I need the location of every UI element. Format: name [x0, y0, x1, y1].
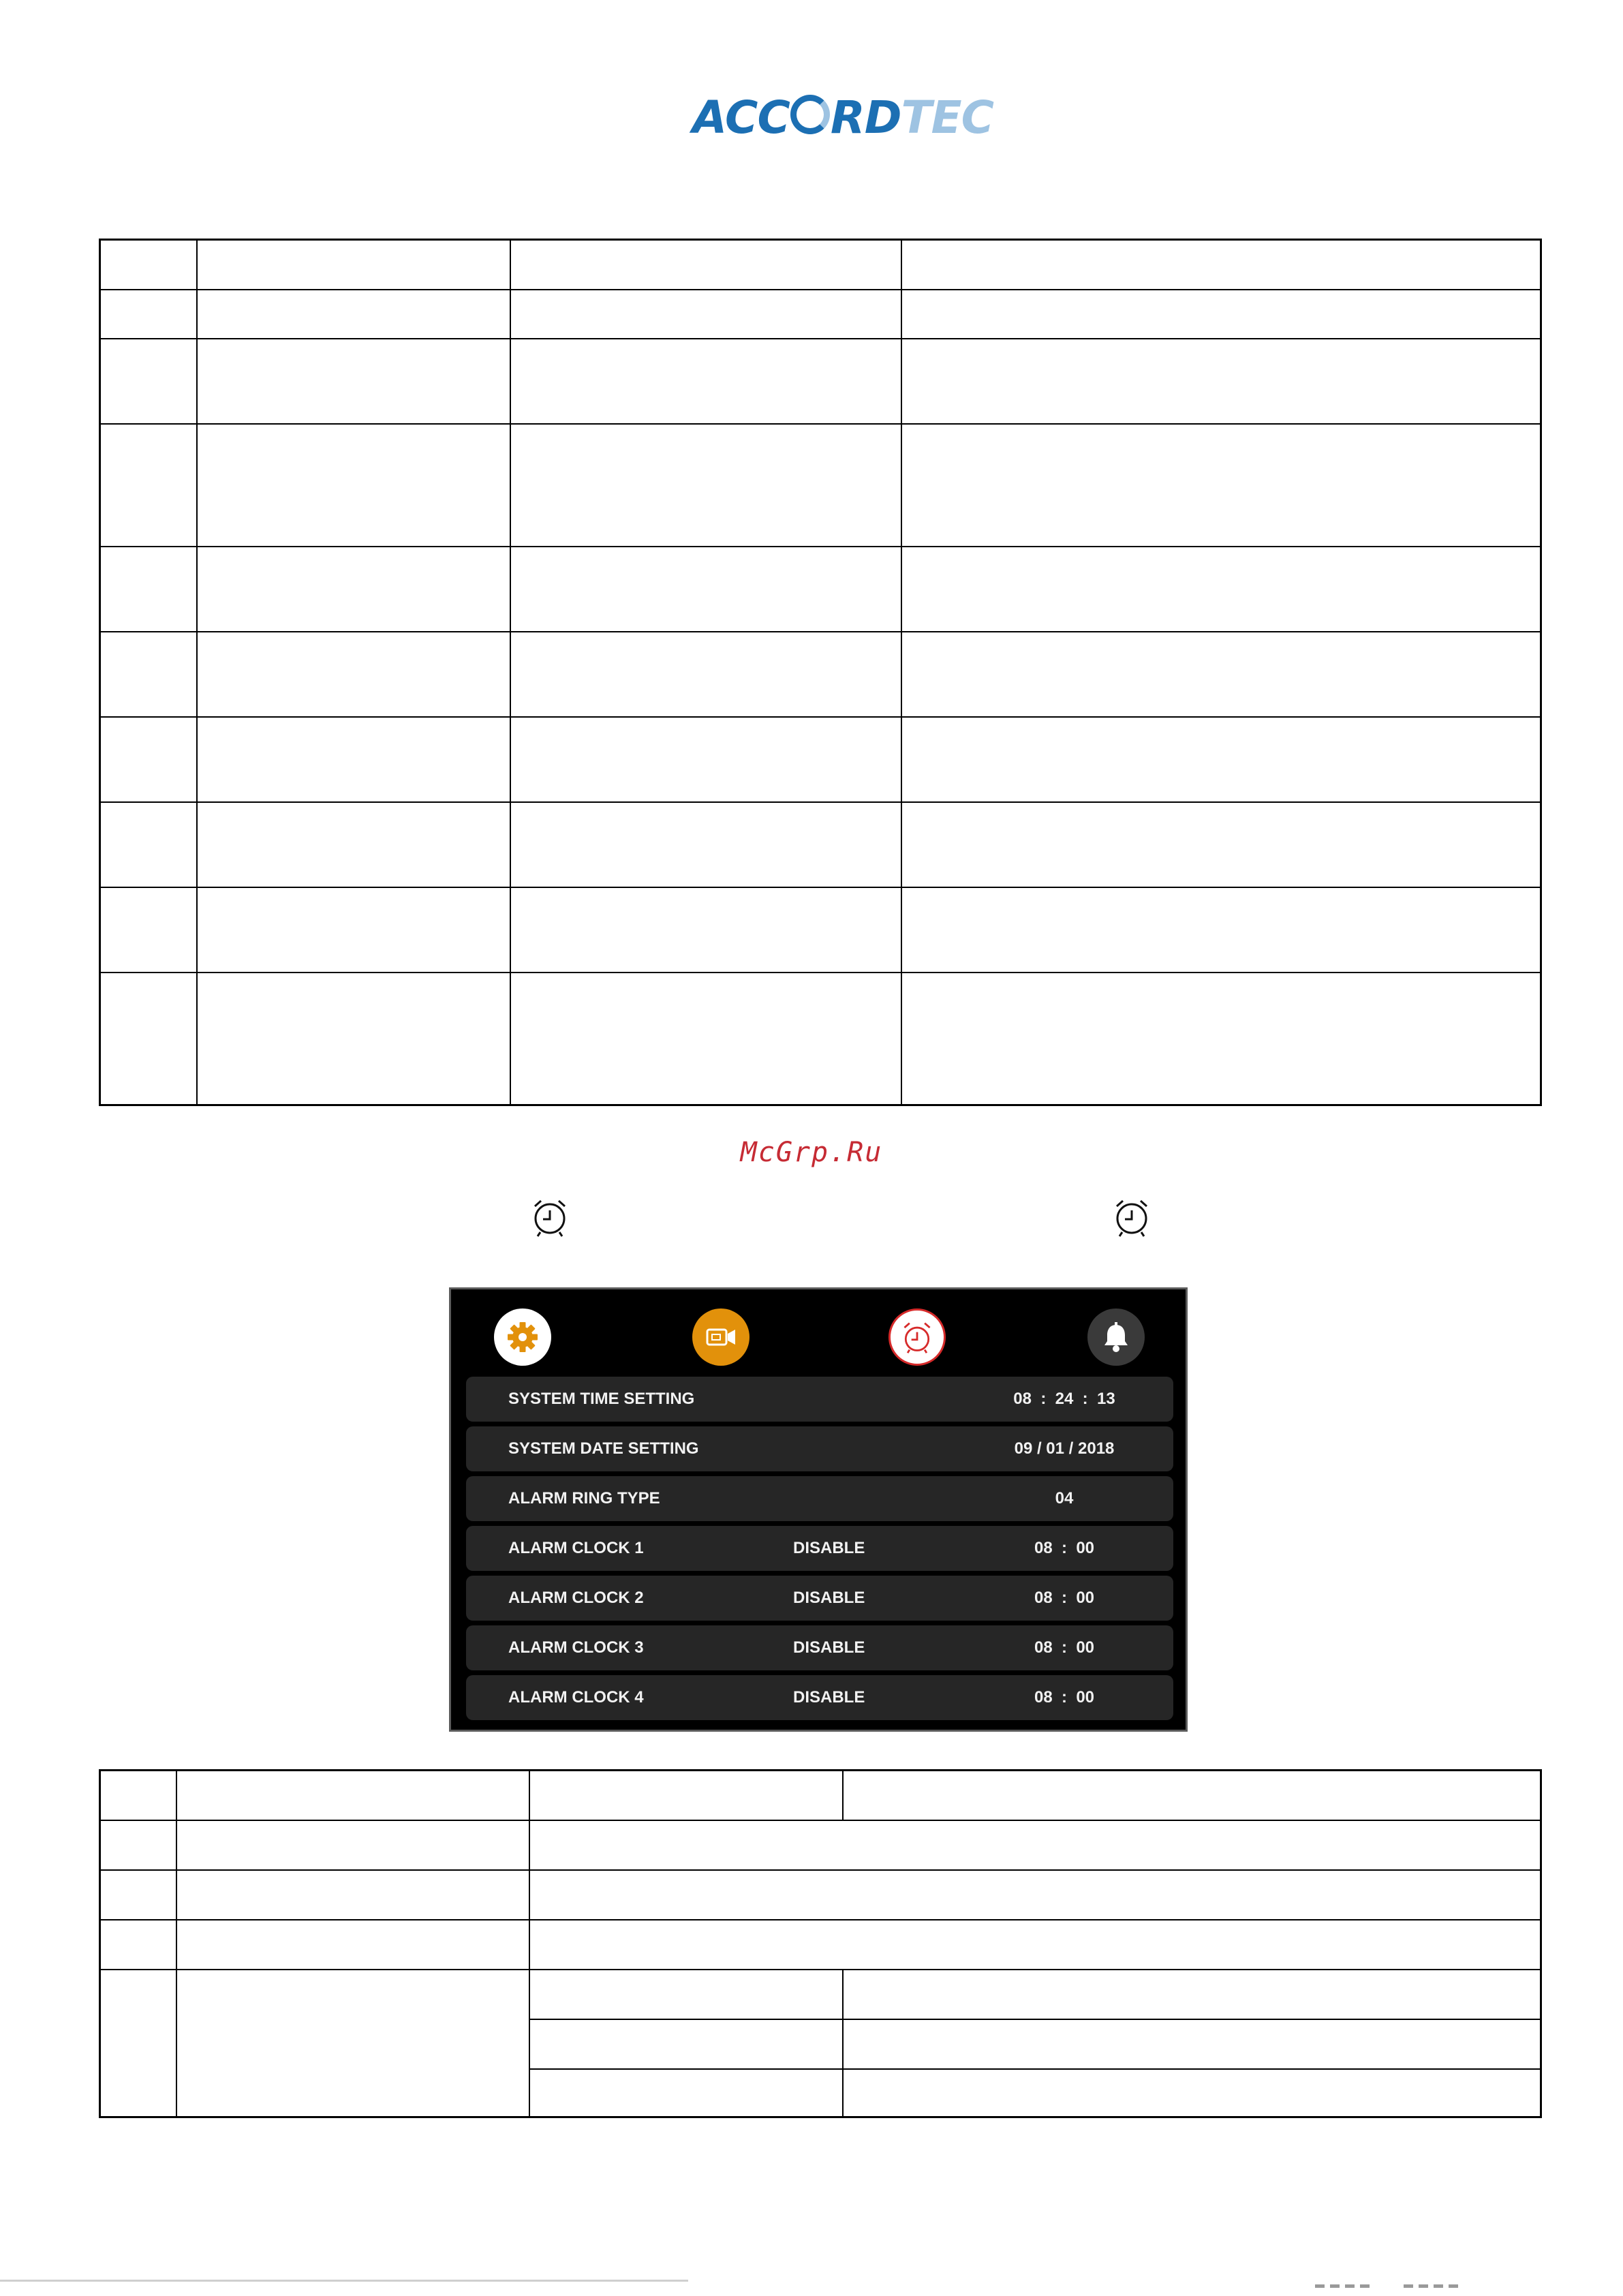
table-bottom	[99, 1769, 1542, 2118]
row-value[interactable]: 09 / 01 / 2018	[1014, 1439, 1115, 1458]
gear-icon	[494, 1308, 551, 1366]
alarm-clock-icon	[1111, 1197, 1152, 1238]
row-label: SYSTEM TIME SETTING	[508, 1390, 695, 1408]
accordtec-logo	[692, 87, 993, 149]
row-status[interactable]: DISABLE	[793, 1589, 865, 1607]
row-status[interactable]: DISABLE	[793, 1539, 865, 1557]
row-status[interactable]: DISABLE	[793, 1638, 865, 1657]
setting-row-alarm-clock-3[interactable]	[466, 1625, 1173, 1670]
tab-video[interactable]	[692, 1308, 749, 1366]
logo-text-tec: TEC	[901, 91, 994, 144]
watermark: McGrp.Ru	[740, 1137, 883, 1168]
tab-alarm[interactable]	[888, 1308, 946, 1366]
logo-loop-mark	[790, 95, 830, 134]
footer-marks	[1404, 2284, 1458, 2290]
tab-ring[interactable]	[1087, 1308, 1145, 1366]
video-camera-icon	[692, 1308, 749, 1366]
table-top	[99, 239, 1542, 1106]
row-value[interactable]: 08 : 00	[1034, 1638, 1095, 1657]
tab-settings[interactable]	[494, 1308, 551, 1366]
row-value[interactable]: 04	[1055, 1489, 1074, 1507]
row-label: ALARM CLOCK 1	[508, 1539, 644, 1557]
row-value[interactable]: 08 : 24 : 13	[1013, 1390, 1115, 1408]
row-value[interactable]: 08 : 00	[1034, 1688, 1095, 1706]
footer-rule	[0, 2280, 688, 2282]
alarm-clock-icon	[891, 1311, 944, 1364]
bell-icon	[1087, 1308, 1145, 1366]
footer-marks	[1315, 2284, 1370, 2290]
row-label: ALARM CLOCK 3	[508, 1638, 644, 1657]
setting-row-system-time[interactable]	[466, 1377, 1173, 1422]
row-value[interactable]: 08 : 00	[1034, 1589, 1095, 1607]
row-status[interactable]: DISABLE	[793, 1688, 865, 1706]
alarm-clock-icon	[529, 1197, 570, 1238]
setting-row-alarm-clock-1[interactable]	[466, 1526, 1173, 1571]
row-label: ALARM CLOCK 2	[508, 1589, 644, 1607]
row-value[interactable]: 08 : 00	[1034, 1539, 1095, 1557]
setting-row-system-date[interactable]	[466, 1426, 1173, 1471]
row-label: ALARM CLOCK 4	[508, 1688, 644, 1706]
logo-text-rd: RD	[830, 91, 901, 144]
row-label: SYSTEM DATE SETTING	[508, 1439, 699, 1458]
logo-text-acc: ACC	[692, 91, 790, 144]
alarm-settings-screen	[449, 1287, 1188, 1732]
setting-row-alarm-ring-type[interactable]	[466, 1476, 1173, 1521]
setting-row-alarm-clock-2[interactable]	[466, 1576, 1173, 1621]
row-label: ALARM RING TYPE	[508, 1489, 660, 1507]
setting-row-alarm-clock-4[interactable]	[466, 1675, 1173, 1720]
